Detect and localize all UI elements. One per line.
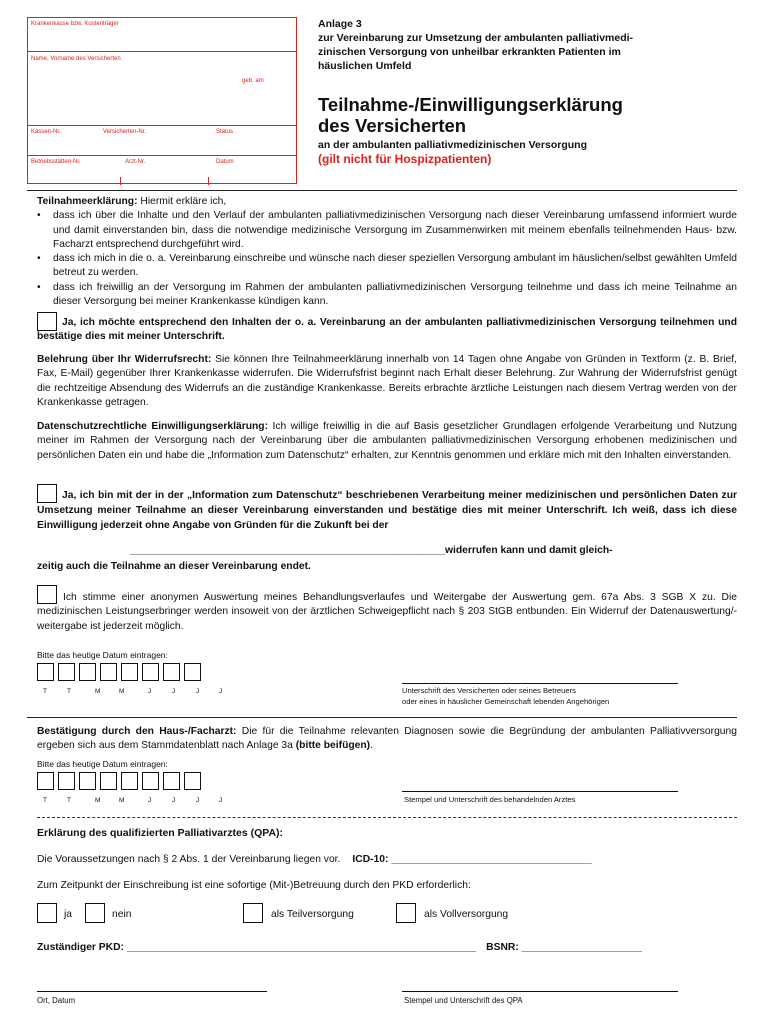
annex-line: häuslichen Umfeld	[318, 60, 412, 72]
revocation-heading: Belehrung über Ihr Widerrufsrecht:	[37, 354, 212, 365]
patient-signature-caption	[402, 686, 609, 707]
list-item: • dass ich mich in die o. a. Vereinbarung einschreibe und wünsche nach dieser speziellen Versorgung ambulant im häuslichen/selbst gewählten Umfeld betreut zu werden.	[37, 252, 737, 281]
title-line: Teilnahme-/Einwilligungserklärung	[318, 94, 623, 115]
list-item: • dass ich freiwillig an der Versorgung im Rahmen der ambulanten palliativmedizinischen Versorgung teilnehme und dass ich meine Teilnahme an dieser Versorgung bei meiner Krankenkasse kündigen kann.	[37, 281, 737, 310]
qpa-signature-line[interactable]	[402, 991, 678, 992]
label-arzt-nr: Arzt-Nr.	[125, 159, 146, 165]
pkd-label: Zuständiger PKD:	[37, 942, 124, 953]
date-digit-box[interactable]	[163, 663, 180, 681]
card-tick	[120, 177, 121, 185]
date-letter: J	[219, 688, 223, 695]
date-letter: J	[148, 688, 152, 695]
subtitle: an der ambulanten palliativmedizinischen Versorgung	[318, 139, 587, 151]
doctor-date-boxes[interactable]	[37, 772, 205, 795]
participation-consent-label: Ja, ich möchte entsprechend den Inhalten der o. a. Vereinbarung an der ambulanten palliativmedizinischen Versorgung teilnehmen und bestätige dies mit meiner Unterschrift.	[37, 317, 737, 343]
date-letter: M	[95, 797, 101, 804]
teilversorgung-checkbox[interactable]	[243, 903, 263, 923]
date-digit-box[interactable]	[58, 772, 75, 790]
doctor-text: Die für die Teilnahme relevanten Diagnosen sowie die Begründung der ambulanten Palliativversorgung ergeben sich aus dem Stammdatenblatt nach Anlage 3a	[37, 726, 737, 752]
subtitle-note: (gilt nicht für Hospizpatienten)	[318, 152, 492, 166]
date-letter: T	[67, 688, 71, 695]
annex-line: zinischen Versorgung von unheilbar erkrankten Patienten im	[318, 46, 621, 58]
bsnr-input[interactable]: _____________________	[521, 942, 642, 953]
date-letter: M	[95, 688, 101, 695]
title-line: des Versicherten	[318, 115, 467, 136]
ja-checkbox[interactable]	[37, 903, 57, 923]
date-digit-box[interactable]	[142, 772, 159, 790]
date-letter: J	[196, 688, 200, 695]
consent-end: widerrufen kann und damit gleich-	[444, 545, 613, 556]
patient-date-boxes[interactable]	[37, 663, 205, 686]
date-digit-box[interactable]	[100, 663, 117, 681]
vollversorgung-label: als Vollversorgung	[424, 909, 509, 920]
label-datum: Datum	[216, 159, 234, 165]
label-kassen-nr: Kassen-Nr.	[31, 129, 61, 135]
divider	[27, 190, 737, 191]
list-item: • dass ich über die Inhalte und den Verlauf der ambulanten palliativmedizinischen Versorgung nach dieser Vereinbarung umfassend informiert wurde und damit einverstanden bin, dass die notwendige medizinische Versorgung im Zusammenwirken mit meinem ebenfalls teilnehmenden Haus- bzw. Facharzt entsprechend durchgeführt wird.	[37, 209, 737, 252]
date-digit-box[interactable]	[37, 663, 54, 681]
annex-number: Anlage 3	[318, 18, 362, 30]
doctor-stamp-caption: Stempel und Unterschrift des behandelnden Arztes	[404, 795, 576, 804]
doctor-attach-note: (bitte beifügen)	[295, 740, 371, 752]
insurer-blank[interactable]: _______________________________________________________	[130, 545, 445, 556]
date-digit-box[interactable]	[100, 772, 117, 790]
annex-line: zur Vereinbarung zur Umsetzung der ambulanten palliativmedi-	[318, 32, 634, 44]
date-letter: J	[172, 797, 176, 804]
date-digit-box[interactable]	[79, 772, 96, 790]
label-geb: geb. am	[242, 78, 264, 84]
qpa-stamp-caption: Stempel und Unterschrift des QPA	[404, 996, 523, 1005]
label-status: Status	[216, 129, 234, 135]
date-prompt: Bitte das heutige Datum eintragen:	[37, 650, 168, 660]
date-digit-box[interactable]	[163, 772, 180, 790]
date-digit-box[interactable]	[184, 663, 201, 681]
teilversorgung-label: als Teilversorgung	[271, 909, 354, 920]
date-letter: J	[196, 797, 200, 804]
date-letter: J	[172, 688, 176, 695]
pkd-row	[37, 942, 642, 953]
revocation-section	[37, 353, 737, 410]
revocation-text: Sie können Ihre Teilnahmeerklärung innerhalb von 14 Tagen ohne Angabe von Gründen in Textform (z. B. Brief, Fax, E-Mail) gegenüber Ihrer Krankenkasse widerrufen. Die Widerrufsfrist beginnt nach Erhalt dieser Belehrung. Zur Wahrung der Widerrufsfrist genügt die rechtzeitige Absendung des Widerrufs an die zuständige Krankenkasse. Bereits erbrachte ärztliche Leistungen nach diesem Vertrag werden von der Krankenkasse getragen.	[37, 354, 737, 408]
qpa-pkd-question: Zum Zeitpunkt der Einschreibung ist eine sofortige (Mit-)Betreuung durch den PKD erforderlich:	[37, 880, 471, 891]
privacy-consent-text	[37, 489, 737, 533]
date-letter: M	[119, 688, 125, 695]
anonymous-evaluation-label: Ich stimme einer anonymen Auswertung meines Behandlungsverlaufes und Weitergabe der Auswertung gem. 67a Abs. 3 SGB X zu. Die medizinischen Leistungserbringer werden insoweit von der ärztlichen Schweigepflicht nach § 203 StGB entbunden. Ein Widerruf der Datenauswertung/-weitergabe ist jederzeit möglich.	[37, 592, 737, 632]
date-digit-box[interactable]	[121, 772, 138, 790]
ja-label: ja	[64, 909, 73, 920]
date-digit-box[interactable]	[184, 772, 201, 790]
doctor-signature-line[interactable]	[402, 791, 678, 792]
qpa-requirements	[37, 854, 592, 865]
dashed-divider	[37, 817, 737, 818]
privacy-consent-label: Ja, ich bin mit der in der „Information zum Datenschutz“ beschriebenen Verarbeitung meiner medizinischen und persönlichen Daten zur Umsetzung meiner Teilnahme an dieser Vereinbarung einverstanden und bestätige dies mit meiner Unterschrift. Ich weiß, dass ich diese Einwilligung jederzeit ohne Angabe von Gründen für die Zukunft bei der	[37, 490, 737, 531]
date-letter: J	[219, 797, 223, 804]
icd-input[interactable]: ___________________________________	[391, 854, 592, 865]
privacy-text: Ich willige freiwillig in die auf Basis gesetzlicher Grundlagen erfolgende Verarbeitung und Nutzung meiner im Rahmen der Versorgung nach der Vereinbarung über die ambulanten palliativmedizinischen Versorgung erhobenen medizinischen und persönlichen Daten ein und habe die „Information zum Datenschutz“ erhalten, zur Kenntnis genommen und erkläre mich mit den Inhalten einverstanden.	[37, 421, 737, 461]
privacy-heading: Datenschutzrechtliche Einwilligungserklärung:	[37, 421, 269, 432]
doctor-confirmation	[37, 725, 737, 754]
date-letter: J	[148, 797, 152, 804]
card-tick	[208, 177, 209, 185]
insurer-blank-line[interactable]	[130, 545, 613, 556]
label-kasse: Krankenkasse bzw. Kostenträger	[31, 21, 119, 27]
participation-heading: Teilnahmeerklärung:	[37, 196, 138, 207]
vollversorgung-checkbox[interactable]	[396, 903, 416, 923]
date-letter: T	[43, 797, 47, 804]
date-digit-box[interactable]	[37, 772, 54, 790]
date-digit-box[interactable]	[79, 663, 96, 681]
doctor-heading: Bestätigung durch den Haus-/Facharzt:	[37, 726, 237, 737]
nein-checkbox[interactable]	[85, 903, 105, 923]
label-bsnr: Betriebsstätten-Nr.	[31, 159, 81, 165]
annex-header	[318, 17, 718, 73]
participation-section	[37, 195, 737, 309]
date-digit-box[interactable]	[121, 663, 138, 681]
qpa-requirements-text: Die Voraussetzungen nach § 2 Abs. 1 der Vereinbarung liegen vor.	[37, 854, 341, 865]
qpa-heading: Erklärung des qualifizierten Palliativarztes (QPA):	[37, 827, 284, 839]
privacy-section	[37, 420, 737, 463]
caption-line: Unterschrift des Versicherten oder seines Betreuers	[402, 686, 576, 695]
bsnr-label: BSNR:	[486, 942, 519, 953]
caption-line: oder eines in häuslicher Gemeinschaft lebenden Angehörigen	[402, 696, 610, 706]
page-title	[318, 94, 623, 136]
label-vers-nr: Versicherten-Nr.	[103, 129, 147, 135]
date-letter: M	[119, 797, 125, 804]
date-digit-box[interactable]	[142, 663, 159, 681]
consent-end-line: zeitig auch die Teilnahme an dieser Vereinbarung endet.	[37, 561, 311, 572]
divider	[27, 717, 737, 718]
participation-intro: Hiermit erkläre ich,	[137, 196, 227, 207]
insurance-card-field	[27, 17, 297, 184]
pkd-input[interactable]: _____________________________________________________________	[126, 942, 477, 953]
participation-consent-text	[37, 316, 737, 345]
date-letter: T	[43, 688, 47, 695]
place-date-caption: Ort, Datum	[37, 996, 76, 1005]
patient-signature-line[interactable]	[402, 683, 678, 684]
label-name: Name, Vorname des Versicherten	[31, 56, 121, 62]
anonymous-evaluation-text	[37, 591, 737, 634]
date-digit-box[interactable]	[58, 663, 75, 681]
place-date-line[interactable]	[37, 991, 267, 992]
date-letter: T	[67, 797, 71, 804]
date-prompt: Bitte das heutige Datum eintragen:	[37, 759, 168, 769]
doctor-text-end: .	[370, 740, 373, 752]
icd-label: ICD-10:	[352, 854, 389, 865]
nein-label: nein	[112, 909, 132, 920]
